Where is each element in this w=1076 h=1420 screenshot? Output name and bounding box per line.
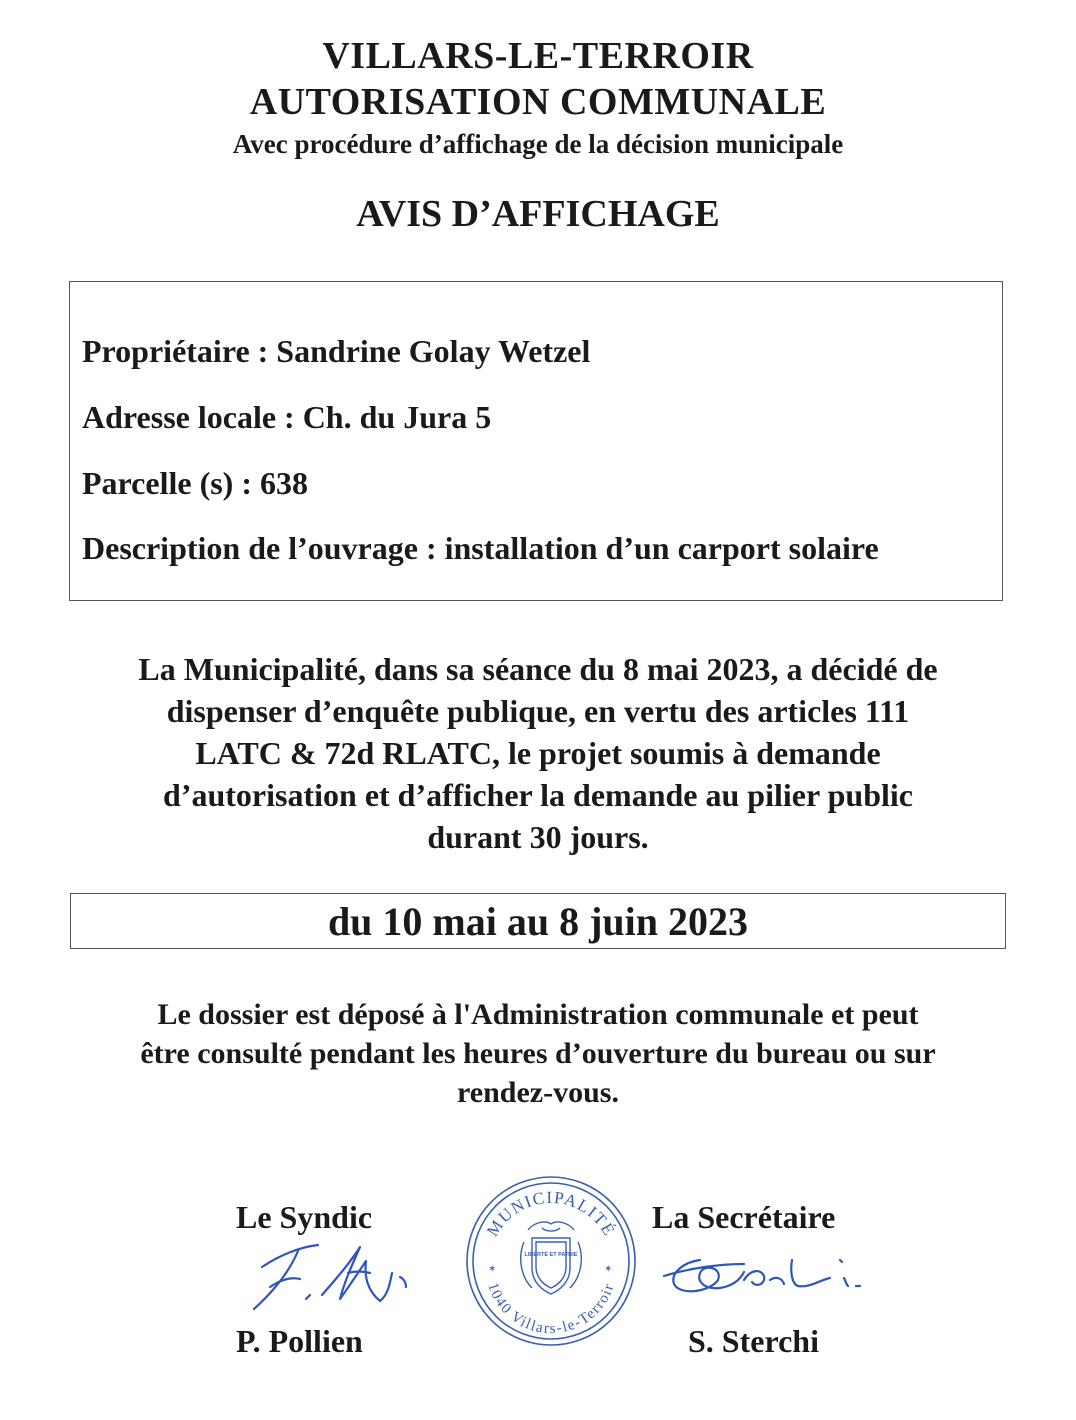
syndic-signature (240, 1225, 430, 1315)
decision-line: La Municipalité, dans sa séance du 8 mai 2023, a décidé de (138, 651, 938, 687)
secretary-name: S. Sterchi (688, 1323, 819, 1359)
seal-coat-of-arms-icon (521, 1222, 582, 1294)
display-period-box (70, 893, 1006, 949)
seal-top-text: MUNICIPALITÉ (482, 1187, 620, 1240)
parcel-line: Parcelle (s) : 638 (82, 465, 308, 501)
document-title: AUTORISATION COMMUNALE (249, 81, 827, 123)
seal-star-right-icon: ✶ (604, 1264, 613, 1275)
decision-line: d’autorisation et d’afficher la demande au pilier public (163, 777, 913, 813)
seal-bottom-text: 1040 Villars-le-Terroir (484, 1280, 618, 1338)
seal-star-left-icon: ✶ (488, 1264, 497, 1275)
dossier-line: Le dossier est déposé à l'Administration communale et peut (157, 998, 919, 1031)
project-details-box (69, 281, 1003, 601)
seal-shield-text: LIBERTÉ ET PATRIE (524, 1252, 578, 1258)
commune-name: VILLARS-LE-TERROIR (322, 35, 754, 77)
display-period: du 10 mai au 8 juin 2023 (327, 899, 749, 944)
dossier-line: rendez-vous. (457, 1076, 619, 1109)
decision-line: dispenser d’enquête publique, en vertu des articles 111 (166, 693, 910, 729)
dossier-paragraph (0, 995, 1076, 1112)
municipal-seal (462, 1172, 640, 1350)
description-line: Description de l’ouvrage : installation d’un carport solaire (82, 530, 879, 566)
secretary-title: La Secrétaire (652, 1199, 836, 1235)
secretary-signature (660, 1240, 890, 1310)
dossier-line: être consulté pendant les heures d’ouverture du bureau ou sur (140, 1037, 936, 1070)
syndic-title: Le Syndic (236, 1199, 373, 1235)
owner-line: Propriétaire : Sandrine Golay Wetzel (82, 333, 591, 369)
document-subtitle: Avec procédure d’affichage de la décision municipale (232, 129, 844, 159)
address-line: Adresse locale : Ch. du Jura 5 (82, 399, 492, 435)
decision-line: LATC & 72d RLATC, le projet soumis à demande (195, 735, 881, 771)
syndic-name: P. Pollien (236, 1323, 363, 1359)
notice-heading: AVIS D’AFFICHAGE (356, 193, 720, 235)
decision-paragraph (0, 648, 1076, 858)
decision-line: durant 30 jours. (427, 819, 649, 855)
